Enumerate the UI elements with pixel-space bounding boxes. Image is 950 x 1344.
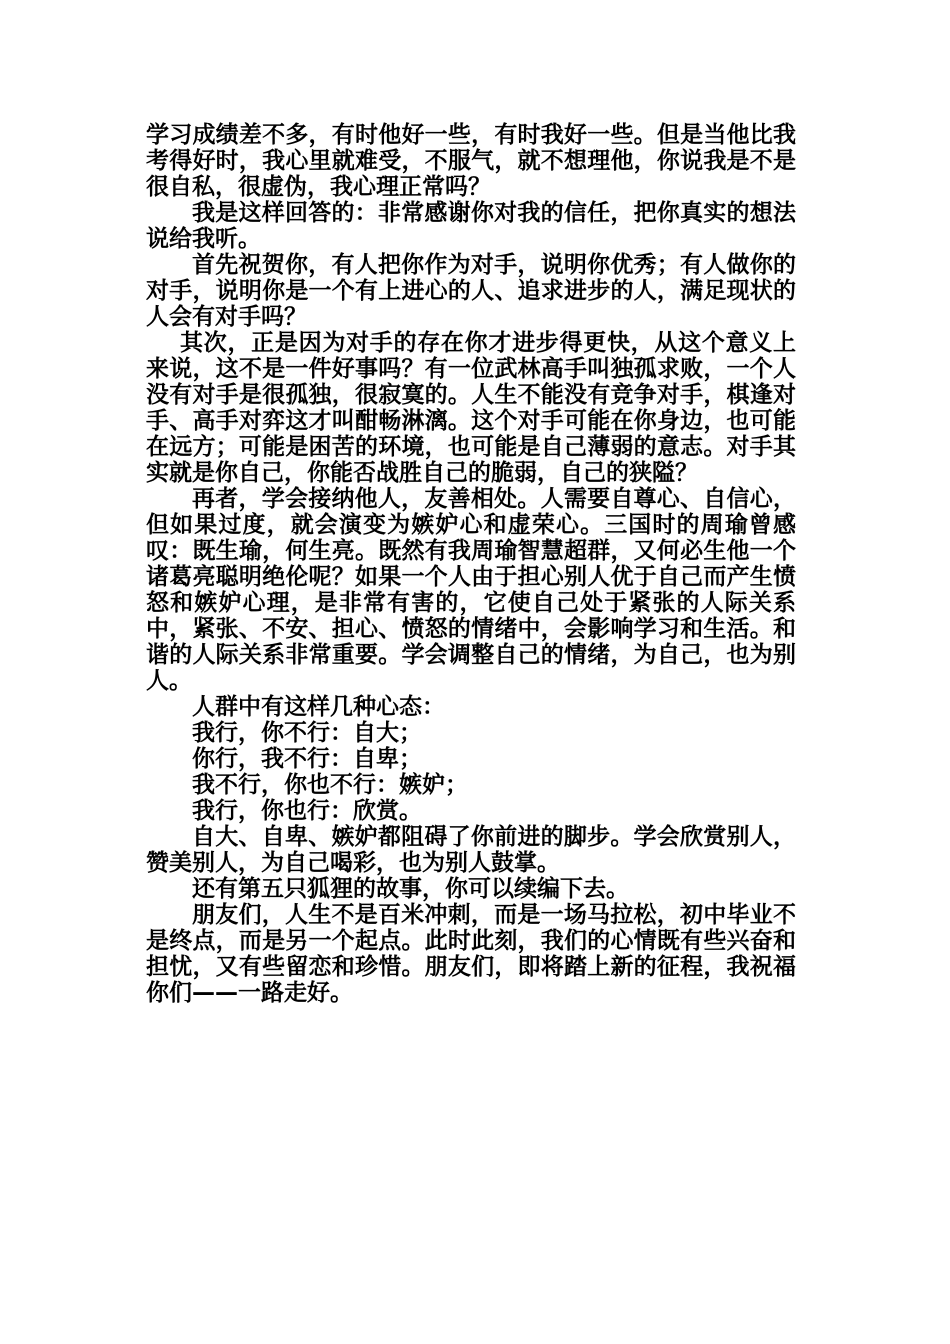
- list-line-3: 我不行，你也不行：嫉妒；: [192, 772, 468, 798]
- list-line-2: 你行，我不行：自卑；: [192, 746, 422, 772]
- list-line-1: 我行，你不行：自大；: [192, 720, 422, 746]
- list-line-4: 我行，你也行：欣赏。: [192, 798, 422, 824]
- paragraph-3: 首先祝贺你，有人把你作为对手，说明你优秀；有人做你的对手，说明你是一个有上进心的人、追求进步的人，满足现状的人会有对手吗？: [146, 252, 796, 330]
- paragraph-1: 学习成绩差不多，有时他好一些，有时我好一些。但是当他比我考得好时，我心里就难受，不服气，就不想理他，你说我是不是很自私，很虚伪，我心理正常吗？: [146, 122, 796, 200]
- paragraph-7: 自大、自卑、嫉妒都阻碍了你前进的脚步。学会欣赏别人，赞美别人，为自己喝彩，也为别人鼓掌。: [146, 824, 796, 876]
- paragraph-8: 还有第五只狐狸的故事，你可以续编下去。: [192, 876, 629, 902]
- paragraph-2: 我是这样回答的：非常感谢你对我的信任，把你真实的想法说给我听。: [146, 200, 796, 252]
- paragraph-9: 朋友们，人生不是百米冲刺，而是一场马拉松，初中毕业不是终点，而是另一个起点。此时此刻，我们的心情既有些兴奋和担忧，又有些留恋和珍惜。朋友们，即将踏上新的征程，我祝福你们——一路走好。: [146, 902, 796, 1006]
- paragraph-4: 其次，正是因为对手的存在你才进步得更快，从这个意义上来说，这不是一件好事吗？有一位武林高手叫独孤求败，一个人没有对手是很孤独，很寂寞的。人生不能没有竞争对手，棋逢对手、高手对弈这才叫酣畅淋漓。这个对手可能在你身边，也可能在远方；可能是困苦的环境，也可能是自己薄弱的意志。对手其实就是你自己，你能否战胜自己的脆弱，自己的狭隘？: [146, 330, 796, 486]
- paragraph-5: 再者，学会接纳他人，友善相处。人需要自尊心、自信心，但如果过度，就会演变为嫉妒心和虚荣心。三国时的周瑜曾感叹：既生瑜，何生亮。既然有我周瑜智慧超群，又何必生他一个诸葛亮聪明绝伦呢？如果一个人由于担心别人优于自己而产生愤怒和嫉妒心理，是非常有害的，它使自己处于紧张的人际关系中，紧张、不安、担心、愤怒的情绪中，会影响学习和生活。和谐的人际关系非常重要。学会调整自己的情绪，为自己，也为别人。: [146, 486, 796, 694]
- document-body: [146, 122, 796, 1006]
- paragraph-6: 人群中有这样几种心态：: [192, 694, 445, 720]
